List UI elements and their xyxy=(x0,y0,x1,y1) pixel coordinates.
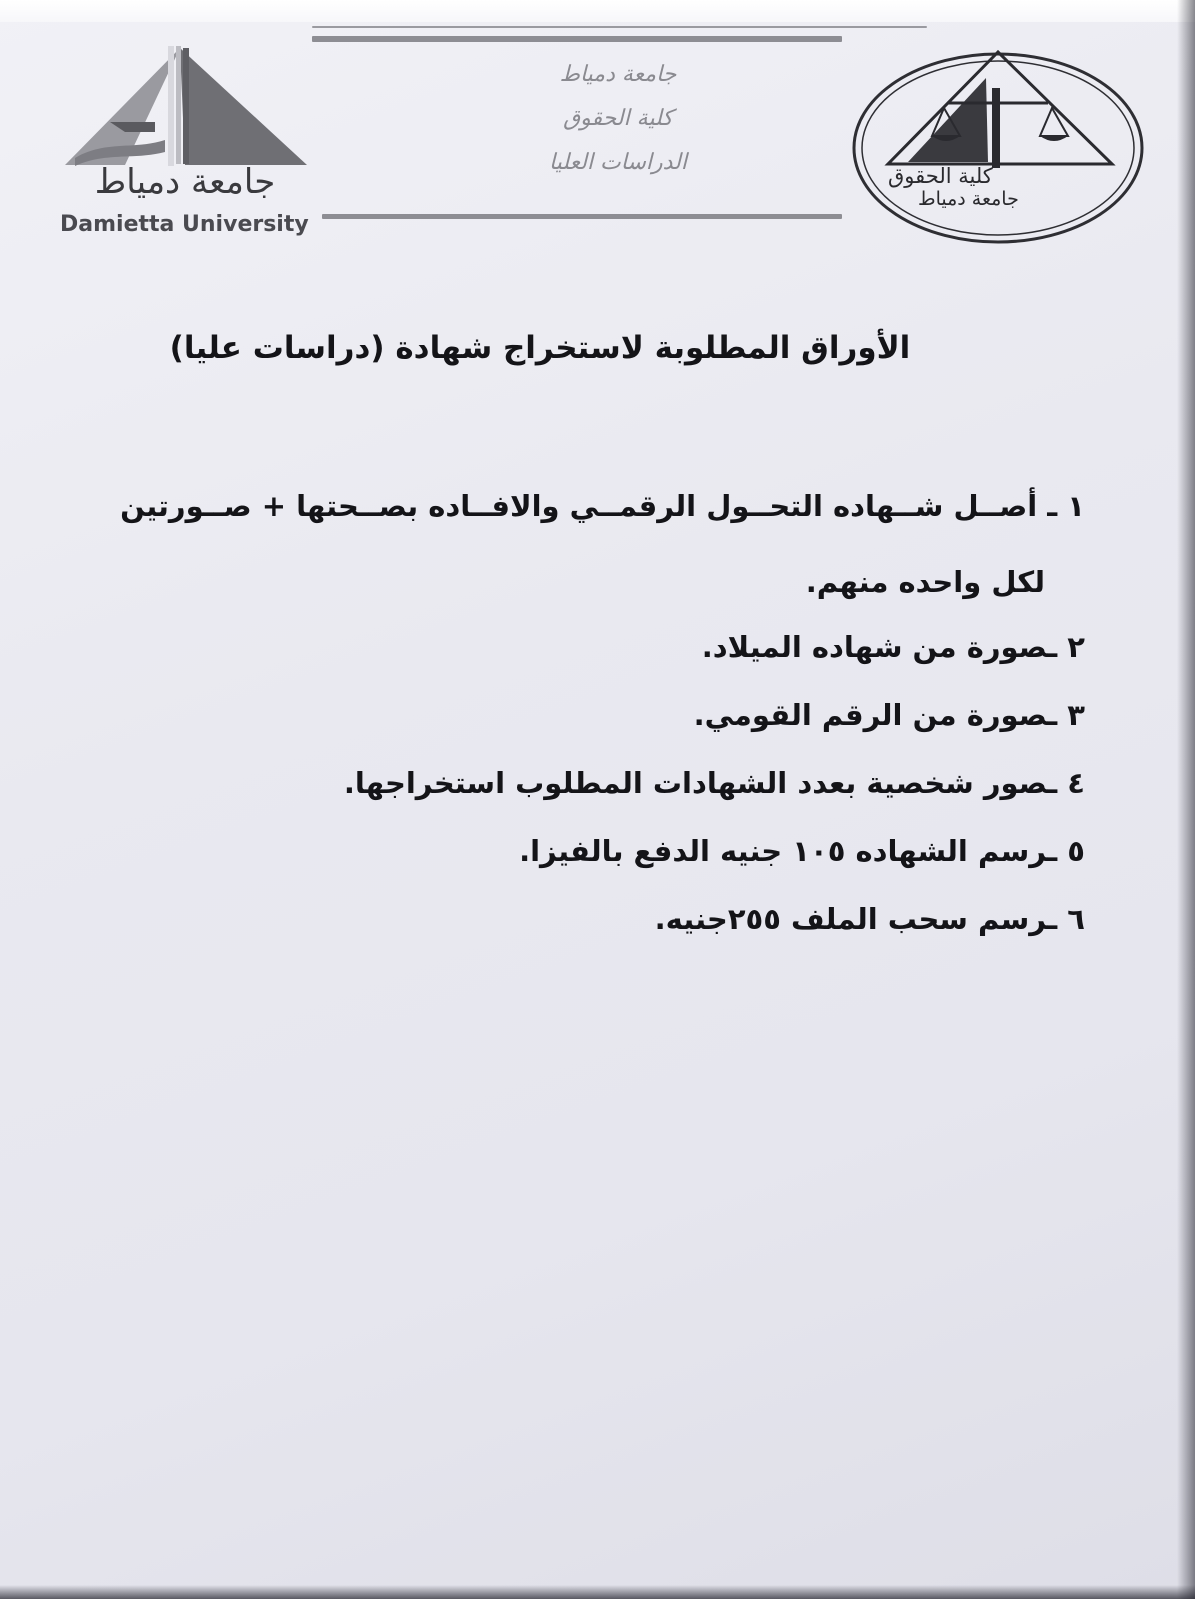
list-item-line: ١ ـ أصــل شــهاده التحــول الرقمــي والافــاده بصــحتها + صــورتين xyxy=(120,489,1085,523)
list-item: ٦ ـرسم سحب الملف ٢٥٥جنيه. xyxy=(654,902,1085,936)
header-top-rule xyxy=(312,36,842,42)
seal-faculty-text: كلية الحقوق xyxy=(888,164,993,188)
seal-emblem-icon xyxy=(848,48,1148,248)
list-item: ٢ ـصورة من شهاده الميلاد. xyxy=(701,630,1085,664)
page-edge-shadow xyxy=(1177,0,1195,1599)
header-top-rule-thin xyxy=(312,26,927,28)
header-faculty: كلية الحقوق xyxy=(563,106,673,131)
list-item: ٣ ـصورة من الرقم القومي. xyxy=(693,698,1085,732)
list-item-continuation: لكل واحده منهم. xyxy=(805,565,1045,599)
seal-university-text: جامعة دمياط xyxy=(918,188,1019,210)
document-title: الأوراق المطلوبة لاستخراج شهادة (دراسات عليا) xyxy=(169,330,911,366)
logo-arabic-name: جامعة دمياط xyxy=(94,162,276,202)
paper-top-edge xyxy=(0,0,1195,22)
header-department: الدراسات العليا xyxy=(549,150,687,175)
list-item: ٤ ـصور شخصية بعدد الشهادات المطلوب استخراجها. xyxy=(343,766,1085,800)
list-item xyxy=(75,468,1085,620)
faculty-seal xyxy=(848,48,1148,248)
list-item: ٥ ـرسم الشهاده ١٠٥ جنيه الدفع بالفيزا. xyxy=(519,834,1085,868)
page-bottom-shadow xyxy=(0,1585,1195,1599)
header-university: جامعة دمياط xyxy=(559,62,677,87)
header-bottom-rule xyxy=(322,214,842,219)
logo-english-name: Damietta University xyxy=(60,212,309,237)
